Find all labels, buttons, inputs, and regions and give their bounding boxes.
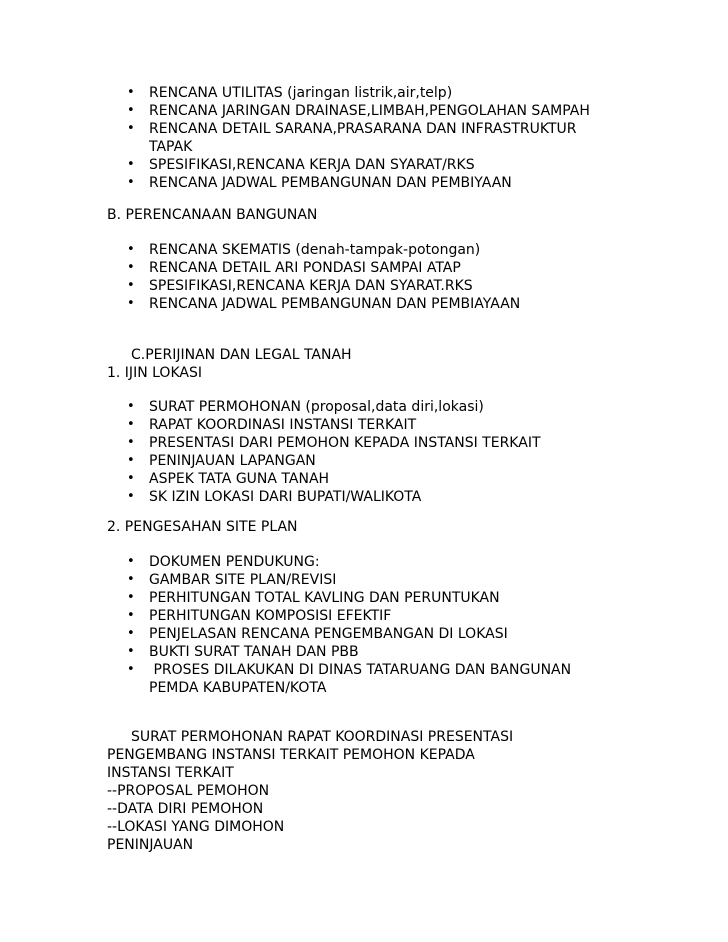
site-plan-item: BUKTI SURAT TANAH DAN PBB bbox=[149, 644, 359, 660]
closing-line: PENGEMBANG INSTANSI TERKAIT PEMOHON KEPADA bbox=[107, 747, 475, 763]
closing-line: PENINJAUAN bbox=[107, 837, 194, 853]
section-b-item: RENCANA SKEMATIS (denah-tampak-potongan) bbox=[149, 242, 481, 258]
bullet-icon: • bbox=[127, 260, 135, 275]
bullet-icon: • bbox=[127, 175, 135, 190]
bullet-icon: • bbox=[127, 662, 135, 677]
site-plan-item: PROSES DILAKUKAN DI DINAS TATARUANG DAN BANGUNAN bbox=[149, 662, 572, 678]
bullet-icon: • bbox=[127, 278, 135, 293]
bullet-icon: • bbox=[127, 489, 135, 504]
closing-line: --DATA DIRI PEMOHON bbox=[107, 801, 264, 817]
site-plan-item: PERHITUNGAN KOMPOSISI EFEKTIF bbox=[149, 608, 392, 624]
bullet-icon: • bbox=[127, 417, 135, 432]
bullet-icon: • bbox=[127, 608, 135, 623]
bullet-icon: • bbox=[127, 572, 135, 587]
section-b-item: RENCANA JADWAL PEMBANGUNAN DAN PEMBIAYAAN bbox=[149, 296, 521, 312]
closing-line: SURAT PERMOHONAN RAPAT KOORDINASI PRESENTASI bbox=[131, 729, 514, 745]
bullet-icon: • bbox=[127, 296, 135, 311]
section-c-sub1-heading: 1. IJIN LOKASI bbox=[107, 365, 202, 381]
bullet-icon: • bbox=[127, 471, 135, 486]
ijin-lokasi-item: SURAT PERMOHONAN (proposal,data diri,lokasi) bbox=[149, 399, 484, 415]
section-a-item: RENCANA DETAIL SARANA,PRASARANA DAN INFRASTRUKTUR bbox=[149, 121, 577, 137]
closing-line: --PROPOSAL PEMOHON bbox=[107, 783, 270, 799]
bullet-icon: • bbox=[127, 157, 135, 172]
bullet-icon: • bbox=[127, 453, 135, 468]
section-b-heading: B. PERENCANAAN BANGUNAN bbox=[107, 207, 318, 223]
section-a-item: SPESIFIKASI,RENCANA KERJA DAN SYARAT/RKS bbox=[149, 157, 475, 173]
ijin-lokasi-item: RAPAT KOORDINASI INSTANSI TERKAIT bbox=[149, 417, 417, 433]
bullet-icon: • bbox=[127, 590, 135, 605]
bullet-icon: • bbox=[127, 103, 135, 118]
bullet-icon: • bbox=[127, 626, 135, 641]
section-c-heading: C.PERIJINAN DAN LEGAL TANAH bbox=[131, 347, 352, 363]
closing-line: --LOKASI YANG DIMOHON bbox=[107, 819, 285, 835]
ijin-lokasi-item: SK IZIN LOKASI DARI BUPATI/WALIKOTA bbox=[149, 489, 422, 505]
bullet-icon: • bbox=[127, 399, 135, 414]
section-c-sub2-heading: 2. PENGESAHAN SITE PLAN bbox=[107, 519, 298, 535]
bullet-icon: • bbox=[127, 554, 135, 569]
bullet-icon: • bbox=[127, 85, 135, 100]
section-a-item: RENCANA UTILITAS (jaringan listrik,air,telp) bbox=[149, 85, 453, 101]
closing-line: INSTANSI TERKAIT bbox=[107, 765, 234, 781]
site-plan-item-continuation: PEMDA KABUPATEN/KOTA bbox=[149, 680, 327, 696]
ijin-lokasi-item: PRESENTASI DARI PEMOHON KEPADA INSTANSI TERKAIT bbox=[149, 435, 541, 451]
site-plan-item: PERHITUNGAN TOTAL KAVLING DAN PERUNTUKAN bbox=[149, 590, 500, 606]
section-a-item-continuation: TAPAK bbox=[149, 139, 193, 155]
site-plan-item: PENJELASAN RENCANA PENGEMBANGAN DI LOKASI bbox=[149, 626, 508, 642]
bullet-icon: • bbox=[127, 121, 135, 136]
site-plan-item: DOKUMEN PENDUKUNG: bbox=[149, 554, 320, 570]
section-b-item: SPESIFIKASI,RENCANA KERJA DAN SYARAT.RKS bbox=[149, 278, 473, 294]
section-a-item: RENCANA JARINGAN DRAINASE,LIMBAH,PENGOLAHAN SAMPAH bbox=[149, 103, 590, 119]
bullet-icon: • bbox=[127, 644, 135, 659]
section-b-item: RENCANA DETAIL ARI PONDASI SAMPAI ATAP bbox=[149, 260, 461, 276]
bullet-icon: • bbox=[127, 435, 135, 450]
site-plan-item: GAMBAR SITE PLAN/REVISI bbox=[149, 572, 337, 588]
ijin-lokasi-item: ASPEK TATA GUNA TANAH bbox=[149, 471, 330, 487]
ijin-lokasi-item: PENINJAUAN LAPANGAN bbox=[149, 453, 316, 469]
section-a-item: RENCANA JADWAL PEMBANGUNAN DAN PEMBIYAAN bbox=[149, 175, 512, 191]
bullet-icon: • bbox=[127, 242, 135, 257]
